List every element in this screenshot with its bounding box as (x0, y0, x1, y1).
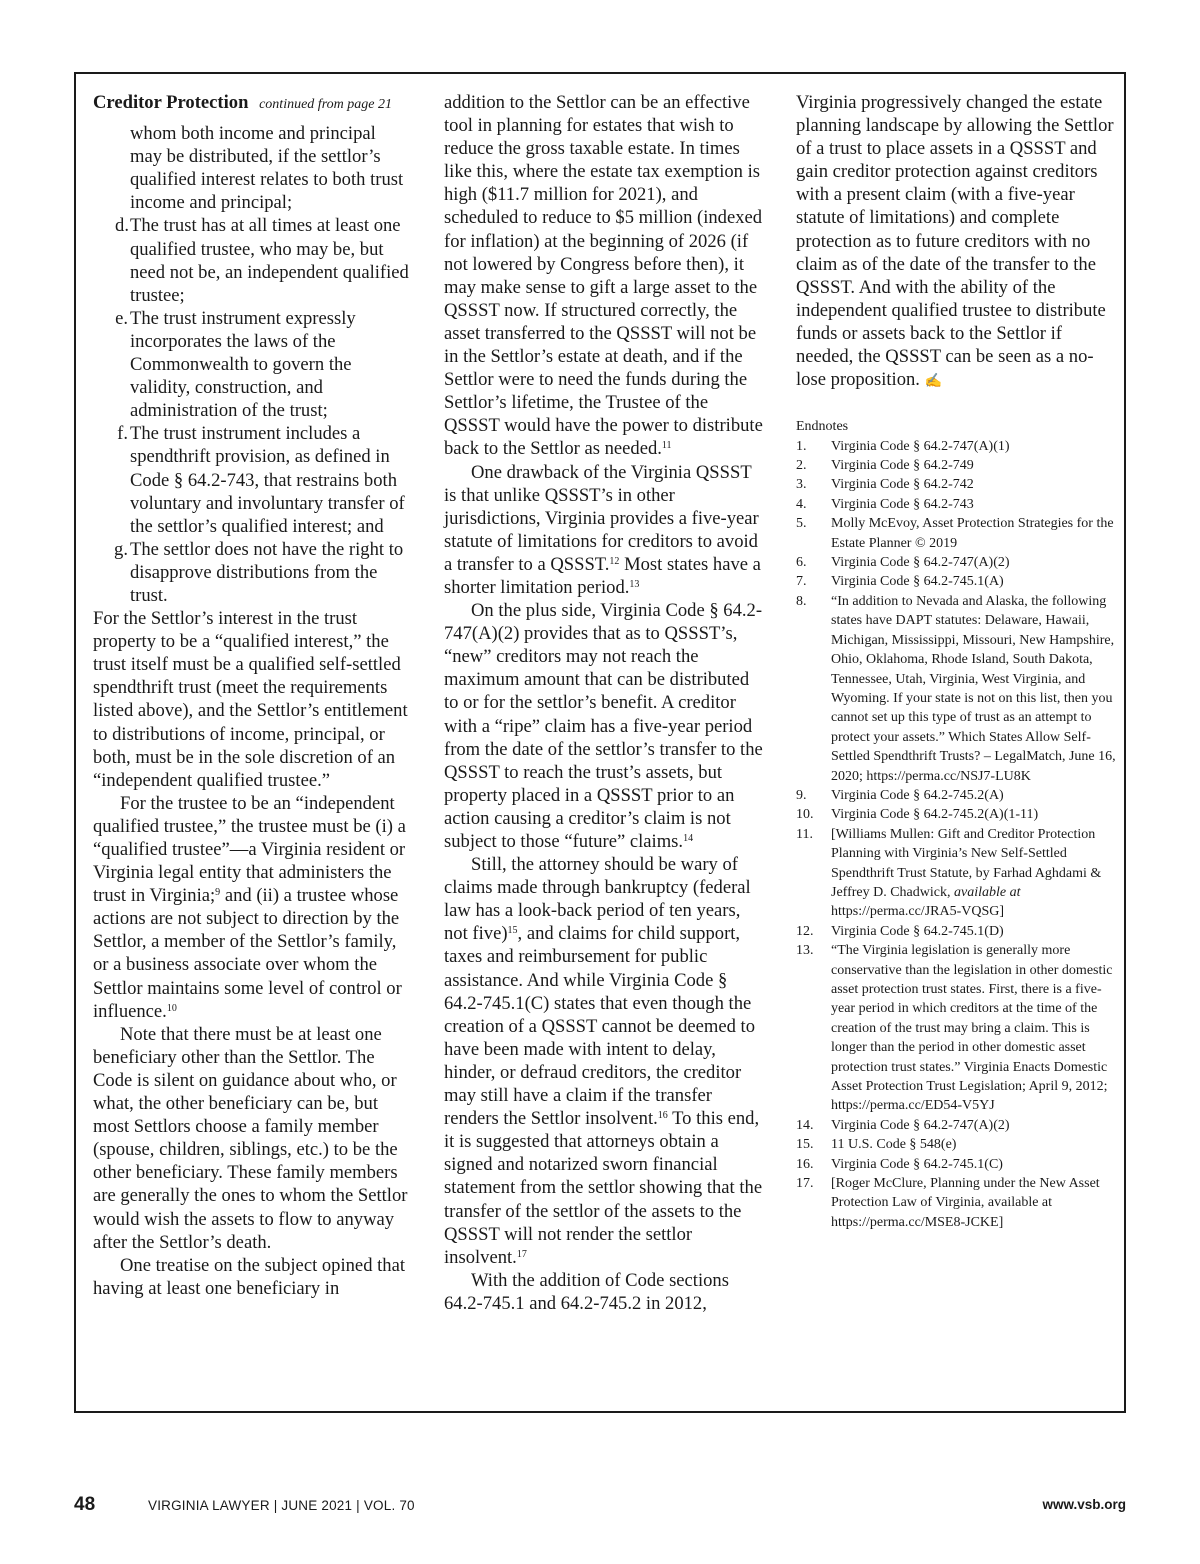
column-1 (93, 91, 411, 1300)
list-item (93, 538, 411, 607)
article-title: Creditor Protection (93, 92, 249, 113)
paragraph: Note that there must be at least one beneficiary other than the Settlor. The Code is silent on guidance about who, or what, the other beneficiary can be, but most Settlors choose a family member (spouse, children, siblings, etc.) to be the other beneficiary. These family members are generally the ones to whom the Settlor would wish the assets to flow to anyway after the Settlor’s death. (93, 1023, 408, 1253)
paragraph: Still, the attorney should be wary of claims made through bankruptcy (federal law has a look-back period of ten years, not five)$^{15}$, and claims for child support, taxes and reimbursement for public assistance. And while Virginia Code § 64.2-745.1(C) states that even though the creation of a QSSST cannot be deemed to have been made with intent to delay, hinder, or defraud creditors, the creditor may still have a claim if the transfer renders the Settlor insolvent.$^{16}$ To this end, it is suggested that attorneys obtain a signed and notarized sworn financial statement from the settlor showing that the transfer of the settlor of the assets to the QSSST will not render the settlor insolvent.$^{17}$ (444, 854, 763, 1268)
endnote-item: 15. 11 U.S. Code § 548(e) (796, 1137, 957, 1153)
paragraph: Virginia progressively changed the estate planning landscape by allowing the Settlor of a trust to place assets in a QSSST and gain creditor protection against creditors with a present claim (with a five-year statute of limitations) and complete protection as to future creditors with no claim as of the date of the transfer to the QSSST. And with the ability of the independent qualified trustee to distribute funds or assets back to the Settlor if needed, the QSSST can be seen as a no-lose proposition. ✍ (796, 92, 1114, 391)
footnote-ref[interactable]: 17 (516, 1248, 527, 1260)
list-item-text: The settlor does not have the right to disapprove distributions from the trust. (130, 538, 404, 606)
endnote-item: 10. Virginia Code § 64.2-745.2(A)(1-11) (796, 807, 1039, 823)
footnote-ref[interactable]: 11 (661, 440, 672, 452)
list-item (93, 214, 411, 306)
list-item-text: The trust has at all times at least one qualified trustee, who may be, but need not be, an independent qualified trustee; (130, 215, 409, 306)
footnote-ref[interactable]: 15 (507, 925, 518, 937)
page-footer (74, 1494, 1126, 1518)
footer-masthead: VIRGINIA LAWYER | JUNE 2021 | VOL. 70 (148, 1498, 415, 1513)
page-number: 48 (74, 1494, 96, 1515)
endnote-item: 12. Virginia Code § 64.2-745.1(D) (796, 923, 1004, 939)
paragraph: With the addition of Code sections 64.2-745.1 and 64.2-745.2 in 2012, (444, 1269, 729, 1314)
endnote-item: 2. Virginia Code § 64.2-749 (796, 458, 974, 474)
endnote-item: 16. Virginia Code § 64.2-745.1(C) (796, 1156, 1003, 1172)
column-2 (444, 91, 764, 1315)
footnote-ref[interactable]: 10 (166, 1002, 177, 1014)
paragraph: On the plus side, Virginia Code § 64.2-747(A)(2) provides that as to QSSST’s, “new” creditors may not reach the maximum amount that can be distributed to or for the settlor’s benefit. A creditor with a “ripe” claim has a five-year period from the date of the settlor’s transfer to the QSSST to reach the trust’s assets, but property placed in a QSSST prior to an action causing a creditor’s claim is not subject to those “future” claims.$^{14}$ (444, 600, 763, 852)
paragraph: addition to the Settlor can be an effective tool in planning for estates that wish to reduce the gross taxable estate. In times like this, where the estate tax exemption is high ($11.7 million for 2021), and scheduled to reduce to $5 million (indexed for inflation) at the beginning of 2026 (if not lowered by Congress before then), it may make sense to gift a large asset to the QSSST now. If structured correctly, the asset transferred to the QSSST will not be in the Settlor’s estate at death, and if the Settlor were to need the funds during the Settlor’s lifetime, the Trustee of the QSSST would have the power to distribute back to the Settlor as needed.$^{11}$ (444, 92, 763, 460)
endnote-link[interactable]: https://perma.cc/JRA5-VQSG] (831, 904, 1005, 920)
list-marker: g. (114, 538, 128, 560)
endnote-item: 1. Virginia Code § 64.2-747(A)(1) (796, 438, 1010, 454)
column-3 (796, 91, 1116, 1232)
endnote-item: 8. “In addition to Nevada and Alaska, the following states have DAPT statutes: Delaware, Hawaii, Michigan, Mississippi, Missouri, New Hampshire, Ohio, Oklahoma, Rhode Island, South Dakota, Tennessee, Utah, Virginia, West Virginia, and Wyoming. If your state is not on this list, then you cannot set up this type of trust as an attempt to protect your assets.” Which States Allow Self-Settled Spendthrift Trusts? – LegalMatch, June 16, 2020; https://perma.cc/NSJ7-LU8K (796, 593, 1116, 784)
list-item-text: The trust instrument includes a spendthrift provision, as defined in Code § 64.2-743, that restrains both voluntary and involuntary transfer of the settlor’s qualified interest; and (130, 423, 405, 537)
list-marker: f. (117, 423, 128, 445)
footnote-ref[interactable]: 13 (629, 578, 640, 590)
endnote-item: 4. Virginia Code § 64.2-743 (796, 496, 974, 512)
footnote-ref[interactable]: 14 (683, 833, 694, 844)
endnote-item: 7. Virginia Code § 64.2-745.1(A) (796, 574, 1004, 590)
endnote-item: 9. Virginia Code § 64.2-745.2(A) (796, 787, 1004, 803)
list-marker: d. (115, 215, 129, 237)
paragraph: For the trustee to be an “independent qualified trustee,” the trustee must be (i) a “qualified trustee”—a Virginia resident or Virginia legal entity that administers the trust in Virginia;$^9$ and (ii) a trustee whose actions are not subject to direction by the Settlor, a member of the Settlor’s family, or a business associate over whom the Settlor maintains some level of control or influence.$^{10}$ (93, 792, 406, 1022)
paragraph: For the Settlor’s interest in the trust property to be a “qualified interest,” the trust itself must be a qualified self-settled spendthrift trust (meet the requirements listed above), and the Settlor’s entitlement to distributions of income, principal, or both, must be in the sole discretion of an “independent qualified trustee.” (93, 608, 408, 791)
list-marker: e. (115, 307, 128, 329)
footnote-ref[interactable]: 16 (657, 1110, 668, 1122)
endnote-item: 5. Molly McEvoy, Asset Protection Strategies for the Estate Planner © 2019 (796, 516, 1114, 551)
end-mark-icon: ✍ (924, 374, 943, 390)
endnote-item: 6. Virginia Code § 64.2-747(A)(2) (796, 555, 1010, 571)
continued-header (93, 91, 411, 116)
requirements-list (93, 214, 411, 607)
continued-from-link[interactable]: continued from page 21 (259, 97, 392, 112)
endnote-item: 17. [Roger McClure, Planning under the New Asset Protection Law of Virginia, available at https://perma.cc/MSE8-JCKE] (796, 1176, 1100, 1230)
footer-url-link[interactable]: www.vsb.org (1042, 1497, 1126, 1512)
endnotes (796, 417, 1116, 1232)
list-item-text: The trust instrument expressly incorporates the laws of the Commonwealth to govern the validity, construction, and administration of the trust; (130, 307, 356, 422)
endnotes-title: Endnotes (796, 419, 849, 435)
endnote-item: 3. Virginia Code § 64.2-742 (796, 477, 974, 493)
list-continuation: whom both income and principal may be distributed, if the settlor’s qualified interest relates to both trust income and principal; (130, 123, 404, 214)
footnote-ref[interactable]: 9 (215, 887, 221, 899)
paragraph: One drawback of the Virginia QSSST is that unlike QSSST’s in other jurisdictions, Virginia provides a five-year statute of limitations for creditors to avoid a transfer to a QSSST.$^{12}$ Most states have a shorter limitation period.$^{13}$ (444, 461, 761, 598)
footnote-ref[interactable]: 12 (609, 555, 620, 567)
endnote-item: 13. “The Virginia legislation is generally more conservative than the legislation in other domestic asset protection trust states. First, there is a five-year period in which creditors at the time of the creation of the trust may bring a claim. This is longer than the period in other domestic asset protection trust states.” Virginia Enacts Domestic Asset Protection Trust Legislation; April 9, 2012; https://perma.cc/ED54-V5YJ (796, 943, 1113, 1114)
list-item (93, 307, 411, 422)
paragraph: One treatise on the subject opined that having at least one beneficiary in (93, 1254, 406, 1299)
article-frame (74, 72, 1126, 1413)
endnote-item: 14. Virginia Code § 64.2-747(A)(2) (796, 1117, 1010, 1133)
endnote-item: 11. [Williams Mullen: Gift and Creditor Protection Planning with Virginia’s New Self-Settled Spendthrift Trust Statute, by Farhad Aghdami & Jeffrey D. Chadwick, available at https://perma.cc/JRA5-VQSG] (796, 826, 1102, 920)
list-item (93, 422, 411, 537)
